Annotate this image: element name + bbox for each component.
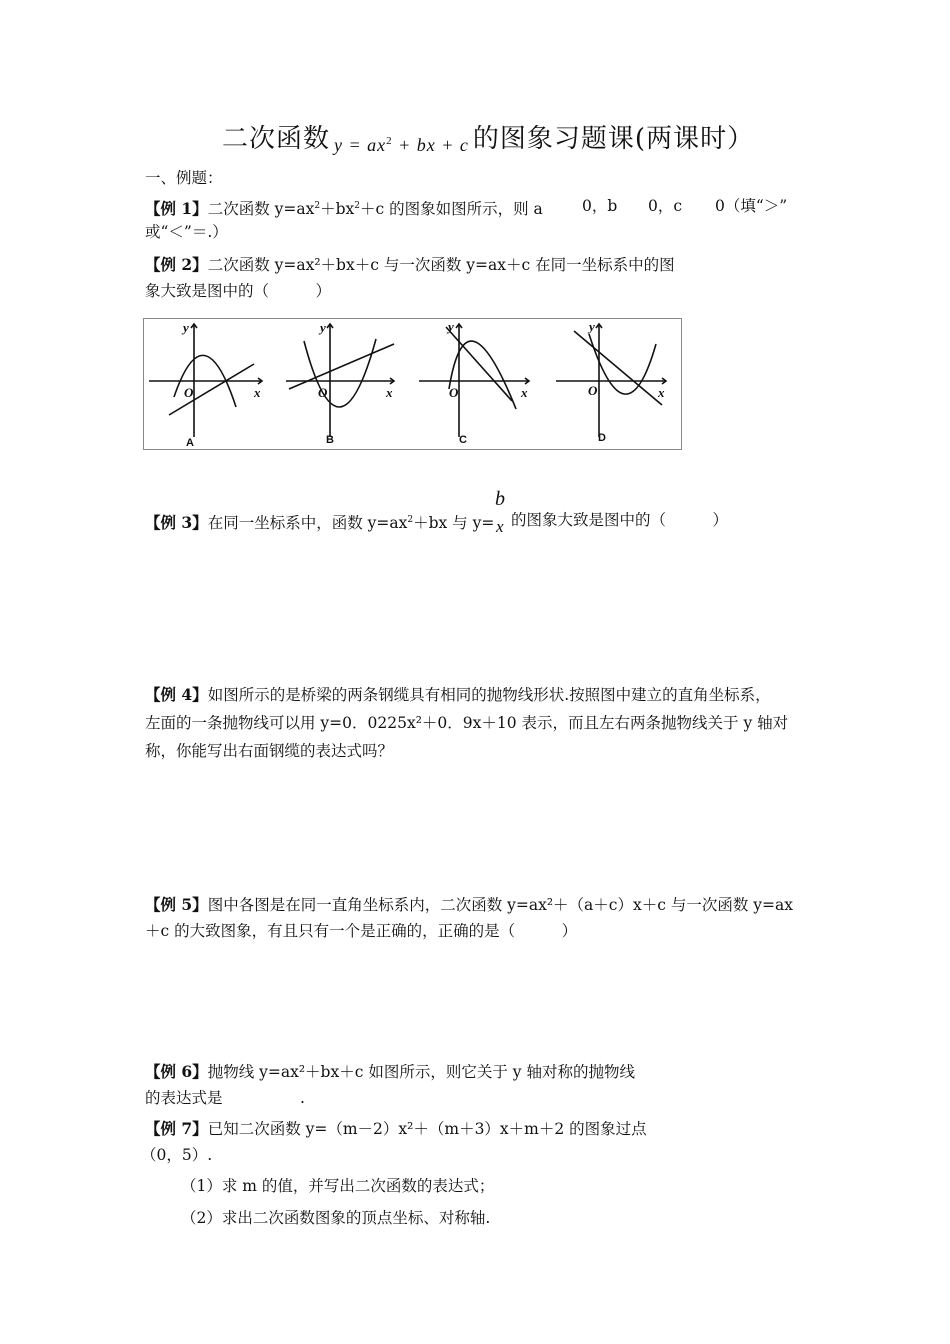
example-7-tag: 【例 7】 (145, 1119, 208, 1138)
title-prefix: 二次函数 (222, 124, 331, 154)
example-7-text-1: 已知二次函数 y=（m－2）x²＋（m＋3）x＋m＋2 的图象过点 (207, 1120, 647, 1138)
graph-c (419, 324, 529, 437)
example-1-text-b: ＋bx (320, 200, 355, 218)
example-4-line-1 (145, 681, 771, 709)
graph-a-origin: O (184, 385, 194, 400)
example-3-line-1: 【例 3】在同一坐标系中，函数 $y=ax^2+bx$ 与 y= (145, 513, 495, 532)
example-7-question-1: （1）求 m 的值，并写出二次函数的表达式； (181, 1177, 495, 1195)
example-3-text-a: 在同一坐标系中，函数 y=ax (207, 514, 408, 532)
example-1-blank-d: 0（填“＞” (715, 197, 788, 215)
example-6-text-1: 抛物线 y=ax²＋bx＋c 如图所示，则它关于 y 轴对称的抛物线 (207, 1063, 635, 1081)
example-6-tag: 【例 6】 (145, 1062, 208, 1081)
example-6-line-2: 的表达式是 . (145, 1089, 305, 1107)
graph-b-x-label: x (386, 385, 393, 400)
graph-c-origin: O (449, 385, 459, 400)
graph-d-y-label: y (589, 319, 595, 334)
example-3-text-c: 的图象大致是图中的（ ） (511, 511, 729, 529)
example-1-line-1: 【例 1】二次函数 $y=ax^2+bx^2+c$ 的图象如图所示，则 a (145, 199, 543, 218)
example-1-text-a: 二次函数 y=ax (207, 200, 315, 218)
graphs-svg (144, 319, 681, 449)
example-1-blank-b: 0，b (582, 197, 618, 215)
example-5-tag: 【例 5】 (145, 895, 208, 914)
example-3-fraction-numerator: b (495, 488, 505, 510)
graph-d-origin: O (588, 383, 598, 398)
example-4-tag: 【例 4】 (145, 685, 208, 704)
graph-a-line (169, 364, 254, 415)
example-1-tag: 【例 1】 (145, 199, 208, 218)
example-1-line-2: 或“＜”＝.） (145, 223, 228, 241)
example-4-line-2: 左面的一条抛物线可以用 y=0．0225x²＋0．9x＋10 表示，而且左右两条抛物线关于 y 轴对 (145, 714, 789, 732)
graph-b-parabola (304, 339, 376, 407)
example-2-line-2: 象大致是图中的（ ） (145, 282, 332, 300)
graph-c-label: C (459, 434, 467, 446)
graph-c-y-label: y (448, 319, 454, 334)
example-1-text-c: ＋c 的图象如图所示，则 a (359, 200, 543, 218)
title-formula: $y = ax^2$ + bx + c (334, 135, 469, 155)
graph-d-x-label: x (658, 385, 665, 400)
example-4-text-1: 如图所示的是桥梁的两条钢缆具有相同的抛物线形状.按照图中建立的直角坐标系， (207, 686, 771, 704)
example-3-fraction-denominator: x (496, 517, 504, 536)
example-3-text-b: ＋bx 与 y= (413, 514, 495, 532)
graph-b (286, 324, 394, 437)
graph-b-y-label: y (320, 320, 326, 335)
page-title (222, 118, 754, 156)
example-7-question-2: （2）求出二次函数图象的顶点坐标、对称轴. (181, 1209, 491, 1227)
example-7-line-1 (145, 1115, 647, 1143)
example-6-line-1 (145, 1058, 635, 1086)
graph-b-line (289, 344, 394, 389)
example-4-line-3: 称，你能写出右面钢缆的表达式吗？ (145, 742, 394, 760)
section-heading: 一、例题： (145, 169, 223, 187)
example-5-text-1: 图中各图是在同一直角坐标系内，二次函数 y=ax²＋（a＋c）x＋c 与一次函数 y=ax (207, 896, 793, 914)
graph-b-origin: O (318, 385, 328, 400)
example-5-line-2: ＋c 的大致图象，有且只有一个是正确的，正确的是（ ） (145, 922, 578, 940)
graph-a-x-label: x (254, 385, 261, 400)
graph-c-x-label: x (521, 385, 528, 400)
graph-d-label: D (598, 432, 606, 444)
example-7-line-2: （0，5）. (141, 1146, 213, 1164)
example-2-tag: 【例 2】 (145, 255, 208, 274)
example-2-figure (143, 318, 682, 450)
example-1-blank-c: 0，c (648, 197, 683, 215)
example-2-line-1 (145, 251, 675, 279)
graph-d (556, 324, 666, 437)
example-5-line-1 (145, 891, 793, 919)
example-3-tag: 【例 3】 (145, 513, 208, 532)
title-suffix: 的图象习题课(两课时） (472, 124, 755, 154)
graph-b-label: B (326, 434, 334, 446)
graph-a-y-label: y (183, 320, 189, 335)
graph-a-label: A (186, 437, 194, 449)
graph-a (149, 324, 262, 437)
example-2-text: 二次函数 y=ax²＋bx＋c 与一次函数 y=ax＋c 在同一坐标系中的图 (207, 256, 675, 274)
